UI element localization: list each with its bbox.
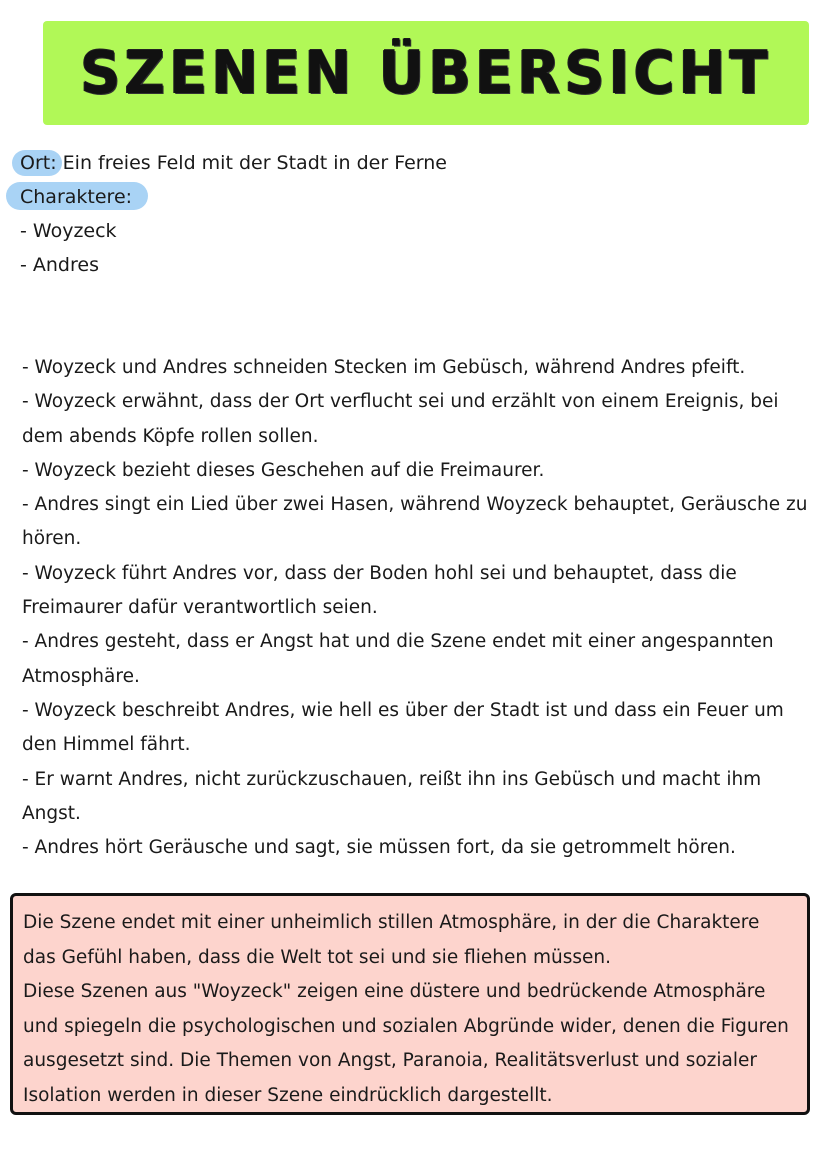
- location-line: [20, 146, 447, 180]
- location-value: Ein freies Feld mit der Stadt in der Ferne: [56, 152, 447, 174]
- characters-heading-line: [20, 180, 447, 214]
- characters-label: Charaktere:: [20, 186, 133, 208]
- event-item: - Woyzeck und Andres schneiden Stecken im Gebüsch, während Andres pfeift.: [22, 357, 746, 378]
- summary-paragraph: Die Szene endet mit einer unheimlich stillen Atmosphäre, in der die Charaktere das Gefühl haben, dass die Welt tot sei und sie fliehen müssen.: [23, 912, 760, 968]
- character-item: - Woyzeck: [20, 220, 117, 242]
- character-item: - Andres: [20, 254, 99, 276]
- event-item: - Woyzeck erwähnt, dass der Ort verflucht sei und erzählt von einem Ereignis, bei dem abends Köpfe rollen sollen.: [22, 391, 779, 447]
- location-label: Ort:: [20, 152, 57, 174]
- scene-meta: [20, 146, 447, 282]
- title-banner: [43, 21, 809, 125]
- event-item: - Andres singt ein Lied über zwei Hasen, während Woyzeck behauptet, Geräusche zu hören.: [22, 494, 808, 550]
- summary-box: [10, 893, 810, 1115]
- event-item: - Andres hört Geräusche und sagt, sie müssen fort, da sie getrommelt hören.: [22, 837, 736, 859]
- event-item: - Andres gesteht, dass er Angst hat und die Szene endet mit einer angespannten Atmosphäre.: [22, 631, 774, 687]
- event-item: - Woyzeck führt Andres vor, dass der Boden hohl sei und behauptet, dass die Freimaurer dafür verantwortlich seien.: [22, 562, 737, 619]
- summary-paragraph: Diese Szenen aus "Woyzeck" zeigen eine düstere und bedrückende Atmosphäre und spiegeln die psychologischen und sozialen Abgründe wider, denen die Figuren ausgesetzt sind. Die Themen von Angst, Paranoia, Realitätsverlust und sozialer Isolation werden in dieser Szene eindrücklich dargestellt.: [23, 981, 789, 1106]
- event-item: - Er warnt Andres, nicht zurückzuschauen, reißt ihn ins Gebüsch und macht ihm Angst.: [22, 768, 762, 824]
- page-title: SZENEN ÜBERSICHT: [80, 38, 772, 108]
- event-item: - Woyzeck beschreibt Andres, wie hell es über der Stadt ist und dass ein Feuer um den Himmel fährt.: [22, 699, 784, 756]
- character-list: [20, 214, 447, 282]
- event-item: - Woyzeck bezieht dieses Geschehen auf die Freimaurer.: [22, 459, 545, 481]
- event-list: [22, 351, 812, 865]
